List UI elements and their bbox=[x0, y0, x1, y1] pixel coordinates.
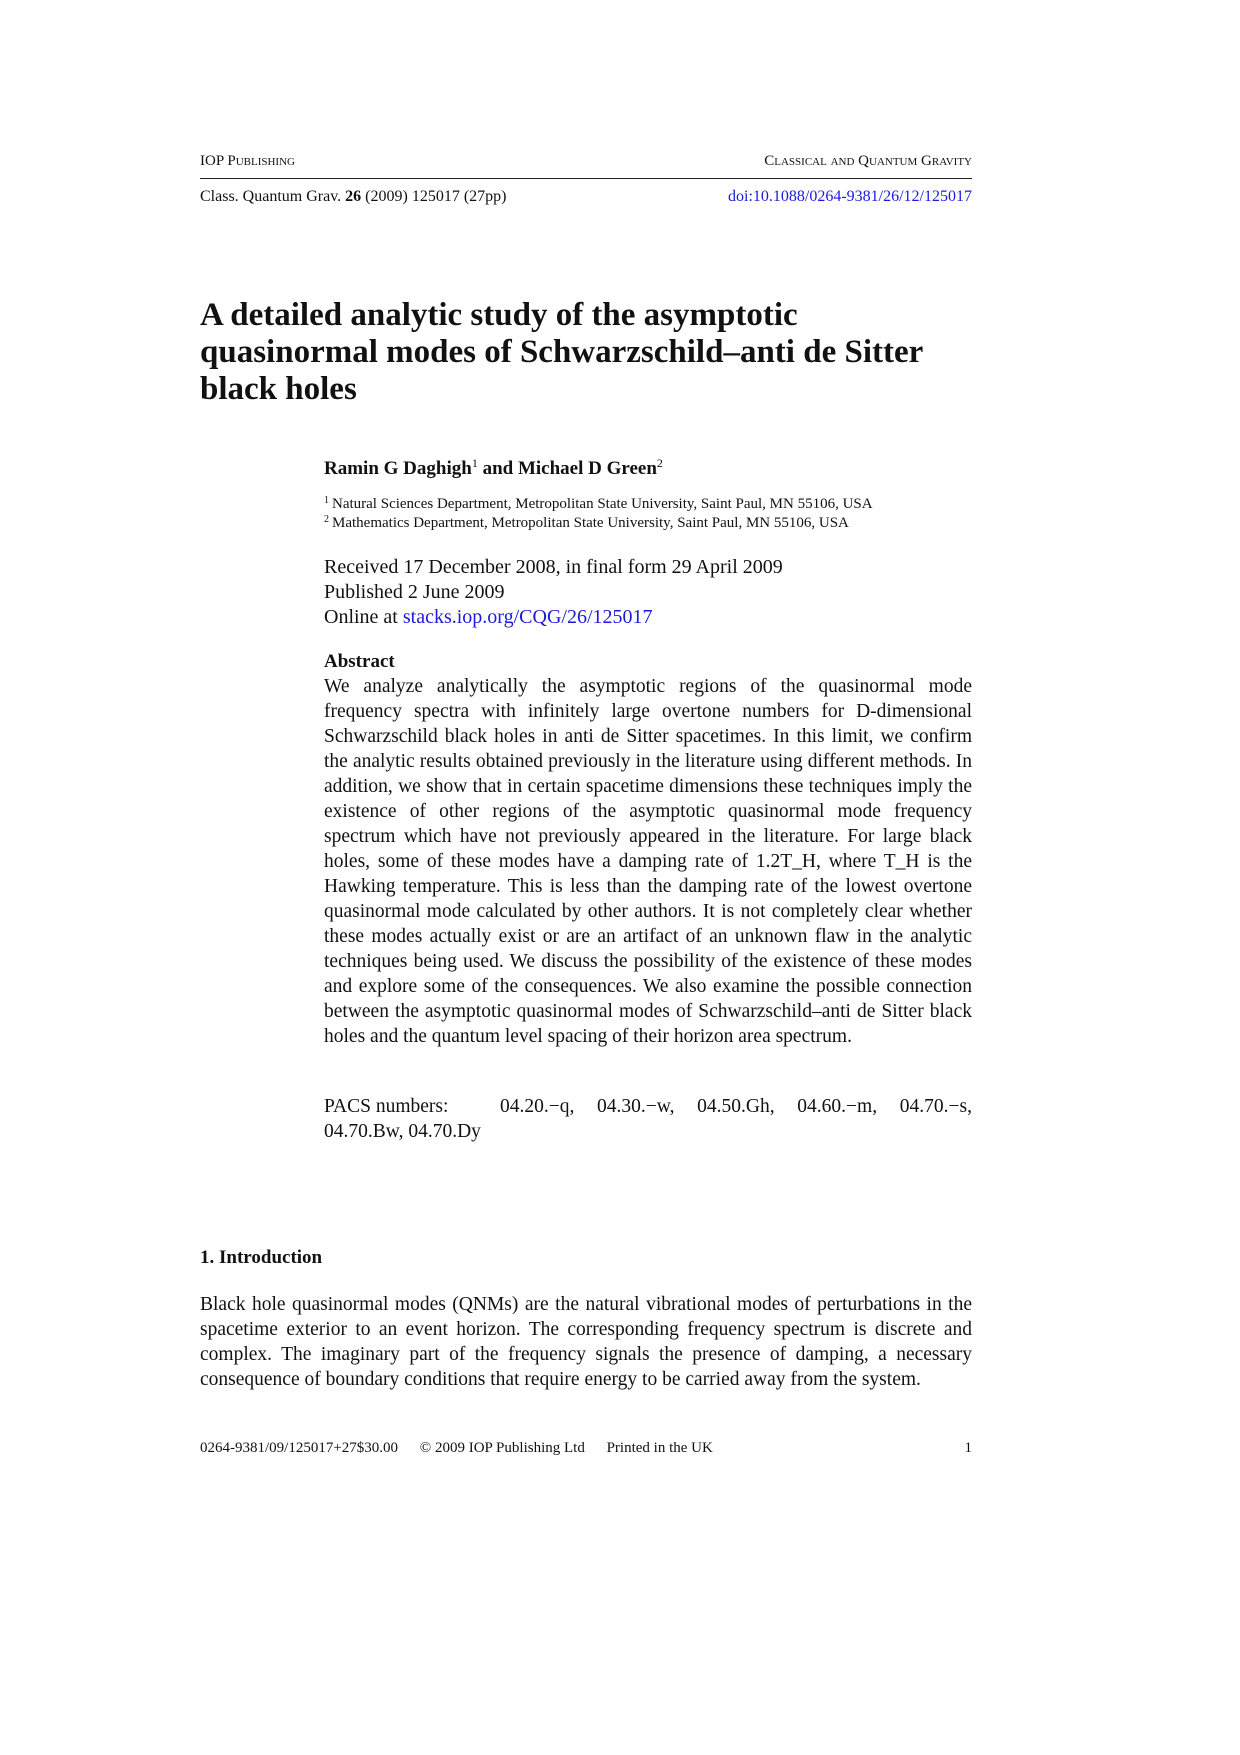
citation-prefix: Class. Quantum Grav. bbox=[200, 188, 346, 205]
author-1: Ramin G Daghigh bbox=[324, 458, 472, 479]
publication-dates bbox=[324, 555, 783, 630]
affiliation-2 bbox=[324, 514, 849, 532]
citation-volume: 26 bbox=[345, 188, 362, 205]
footer-copyright: © 2009 IOP Publishing Ltd bbox=[419, 1440, 585, 1456]
affiliation-2-text: Mathematics Department, Metropolitan State University, Saint Paul, MN 55106, USA bbox=[332, 515, 849, 531]
author-list bbox=[324, 456, 663, 480]
pacs-label: PACS numbers: bbox=[324, 1096, 449, 1117]
footer-info bbox=[200, 1440, 731, 1457]
footer-printed: Printed in the UK bbox=[606, 1440, 713, 1456]
pacs-codes-line1: 04.20.−q, 04.30.−w, 04.50.Gh, 04.60.−m, 04.70.−s, bbox=[500, 1096, 972, 1117]
footer-code: 0264-9381/09/125017+27$30.00 bbox=[200, 1440, 399, 1456]
section-heading: 1. Introduction bbox=[200, 1247, 323, 1268]
abstract-heading: Abstract bbox=[324, 651, 395, 672]
pacs-numbers bbox=[324, 1094, 972, 1144]
citation bbox=[200, 188, 506, 206]
header-rule bbox=[200, 178, 972, 179]
online-prefix: Online at bbox=[324, 606, 403, 628]
affiliation-2-mark: 2 bbox=[324, 514, 329, 525]
journal-name: Classical and Quantum Gravity bbox=[764, 153, 972, 169]
citation-suffix: (2009) 125017 (27pp) bbox=[361, 188, 507, 205]
paper-title: A detailed analytic study of the asymptotic quasinormal modes of Schwarzschild–anti de Sitter black holes bbox=[200, 297, 923, 407]
received-date: Received 17 December 2008, in final form 29 April 2009 bbox=[324, 556, 783, 578]
affiliation-1-text: Natural Sciences Department, Metropolitan State University, Saint Paul, MN 55106, USA bbox=[332, 496, 873, 512]
page-number: 1 bbox=[964, 1440, 972, 1456]
author-2-mark: 2 bbox=[656, 456, 663, 470]
author-connector: and bbox=[477, 458, 518, 479]
publisher-name: IOP Publishing bbox=[200, 153, 295, 169]
doi-link[interactable]: doi:10.1088/0264-9381/26/12/125017 bbox=[728, 188, 972, 205]
pacs-codes-line2: 04.70.Bw, 04.70.Dy bbox=[324, 1121, 481, 1142]
online-line bbox=[324, 605, 783, 630]
abstract-text: We analyze analytically the asymptotic regions of the quasinormal mode frequency spectra with infinitely large overtone numbers for D-dimensional Schwarzschild black holes in anti de Sitter spacetimes. In this limit, we confirm the analytic results obtained previously in the literature using different methods. In addition, we show that in certain spacetime dimensions these techniques imply the existence of other regions of the asymptotic quasinormal mode frequency spectrum which have not previously appeared in the literature. For large black holes, some of these modes have a damping rate of 1.2T_H, where T_H is the Hawking temperature. This is less than the damping rate of the lowest overtone quasinormal mode calculated by other authors. It is not completely clear whether these modes actually exist or are an artifact of an unknown flaw in the analytic techniques being used. We discuss the possibility of the existence of these modes and explore some of the consequences. We also examine the possible connection between the asymptotic quasinormal modes of Schwarzschild–anti de Sitter black holes and the quantum level spacing of their horizon area spectrum. bbox=[324, 676, 972, 1047]
author-1-mark: 1 bbox=[471, 456, 478, 470]
online-link[interactable]: stacks.iop.org/CQG/26/125017 bbox=[402, 606, 653, 628]
author-2: Michael D Green bbox=[517, 458, 657, 479]
affiliation-1-mark: 1 bbox=[324, 495, 329, 506]
published-date: Published 2 June 2009 bbox=[324, 581, 505, 603]
pacs-row bbox=[324, 1094, 972, 1119]
intro-paragraph: Black hole quasinormal modes (QNMs) are the natural vibrational modes of perturbations in the spacetime exterior to an event horizon. The corresponding frequency spectrum is discrete and complex. The imaginary part of the frequency signals the presence of damping, a necessary consequence of boundary conditions that require energy to be carried away from the system. bbox=[200, 1294, 972, 1390]
page-footer bbox=[200, 1440, 972, 1457]
affiliation-1 bbox=[324, 495, 873, 513]
